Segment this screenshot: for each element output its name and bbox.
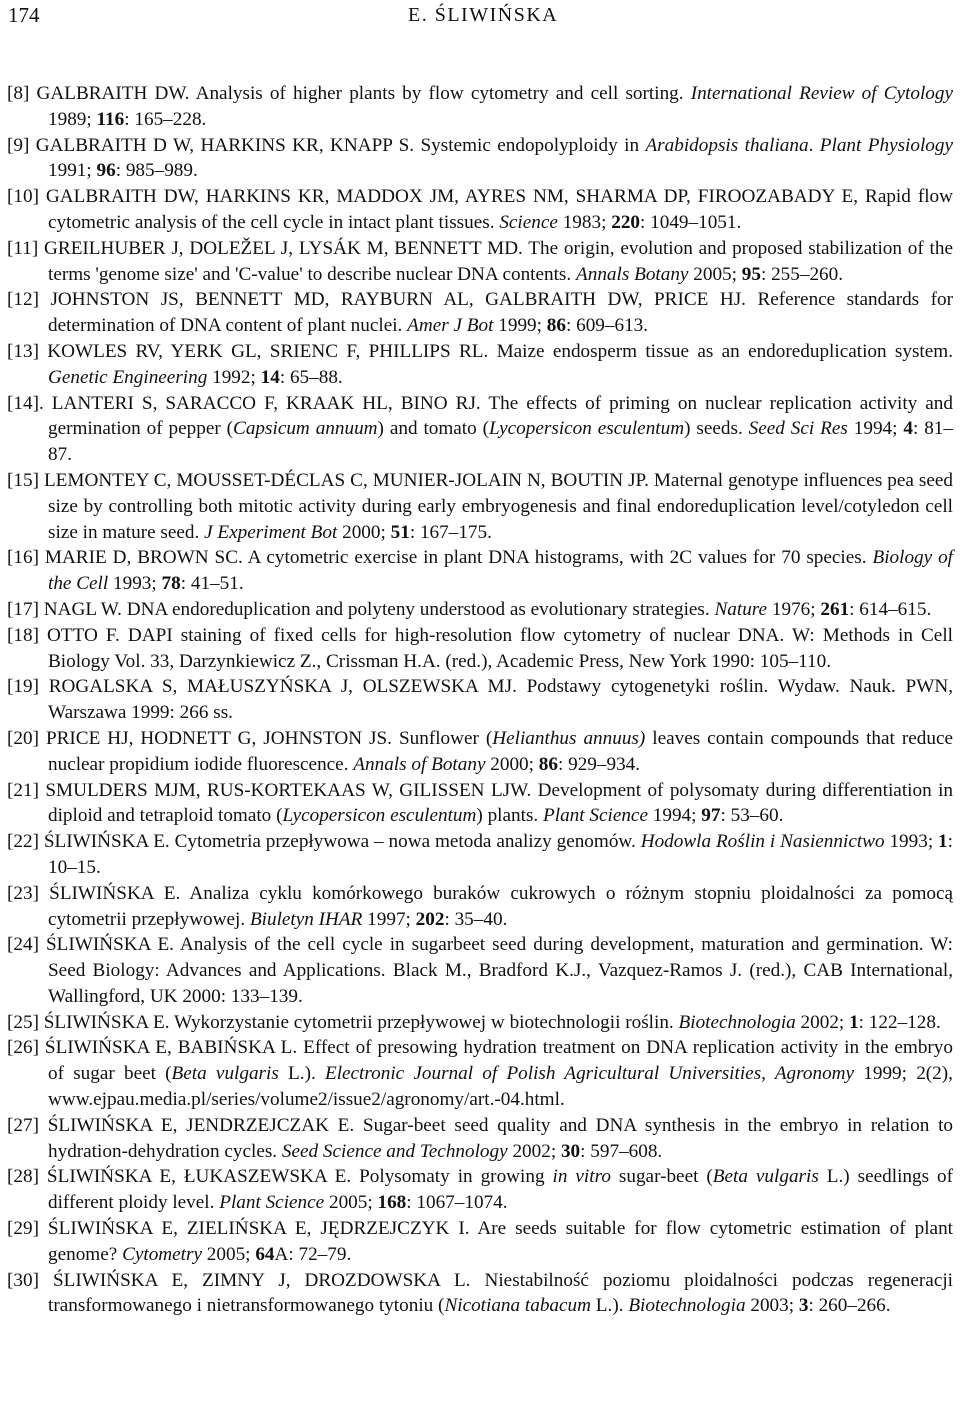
- reference-text: [12] JOHNSTON JS, BENNETT MD, RAYBURN AL, GALBRAITH DW, PRICE HJ. Reference standards for determination of DNA content of plant nuclei.: [7, 289, 953, 337]
- reference-item: [7, 932, 953, 1009]
- reference-text: : 53–60.: [720, 805, 784, 827]
- reference-text: [26] ŚLIWIŃSKA E, BABIŃSKA L. Effect of presowing hydration treatment on DNA replication activity in the embryo of sugar beet (: [7, 1037, 953, 1085]
- reference-text: ) plants.: [476, 805, 544, 827]
- reference-text: : 35–40.: [444, 908, 508, 930]
- reference-item: [7, 881, 953, 933]
- reference-text: : 985–989.: [115, 160, 198, 182]
- reference-text: 2003;: [745, 1295, 799, 1317]
- reference-italic-text: Electronic Journal of Polish Agricultural Universities, Agronomy: [324, 1063, 855, 1085]
- reference-volume: 64: [255, 1243, 275, 1265]
- reference-volume: 202: [415, 908, 445, 930]
- running-title: E. ŚLIWIŃSKA: [408, 4, 559, 26]
- reference-volume: 95: [741, 263, 761, 285]
- reference-text: 1994;: [647, 805, 702, 827]
- reference-text: L.) seedlings of different ploidy level.: [48, 1166, 954, 1214]
- reference-text: 1999; 2(2), www.ejpau.media.pl/series/volume2/issue2/agronomy/art.-04.html.: [48, 1063, 953, 1111]
- reference-text: 2000;: [485, 753, 539, 775]
- reference-text: sugar-beet (: [610, 1166, 713, 1188]
- reference-text: 1993;: [884, 831, 939, 853]
- reference-text: : 122–128.: [858, 1011, 941, 1033]
- reference-italic-text: International Review of Cytology: [690, 83, 953, 104]
- reference-italic-text: in vitro: [552, 1166, 611, 1188]
- reference-text: : 81–87.: [48, 418, 953, 466]
- reference-text: : 165–228.: [124, 108, 207, 130]
- reference-text: [23] ŚLIWIŃSKA E. Analiza cyklu komórkowego buraków cukrowych o różnym stopniu ploidalności za pomocą cytometrii przepływowej.: [7, 882, 953, 930]
- reference-volume: 168: [377, 1192, 407, 1214]
- reference-item: [7, 184, 953, 236]
- reference-text: L.).: [278, 1063, 325, 1085]
- reference-text: [17] NAGL W. DNA endoreduplication and polyteny understood as evolutionary strategies.: [7, 598, 715, 620]
- reference-text: 1994;: [847, 418, 904, 440]
- reference-text: 1983;: [557, 211, 612, 233]
- reference-text: [29] ŚLIWIŃSKA E, ZIELIŃSKA E, JĘDRZEJCZYK I. Are seeds suitable for flow cytometric estimation of plant genome?: [7, 1218, 953, 1265]
- reference-italic-text: J Experiment Bot: [204, 521, 338, 543]
- reference-volume: 96: [96, 160, 116, 182]
- reference-text: [27] ŚLIWIŃSKA E, JENDRZEJCZAK E. Sugar-beet seed quality and DNA synthesis in the embryo in relation to hydration-dehydration cycles.: [7, 1114, 953, 1162]
- reference-text: A: 72–79.: [274, 1243, 352, 1265]
- reference-item: [7, 674, 953, 726]
- reference-italic-text: Hodowla Roślin i Nasiennictwo: [640, 831, 885, 853]
- reference-text: : 65–88.: [279, 366, 343, 388]
- reference-text: [16] MARIE D, BROWN SC. A cytometric exercise in plant DNA histograms, with 2C values for 70 species.: [7, 547, 873, 569]
- reference-item: [7, 81, 953, 133]
- reference-volume: 1: [938, 831, 948, 853]
- reference-text: : 260–266.: [808, 1295, 891, 1317]
- reference-text: [20] PRICE HJ, HODNETT G, JOHNSTON JS. Sunflower (: [7, 727, 493, 749]
- reference-text: 1992;: [207, 366, 261, 388]
- reference-text: 2005;: [202, 1243, 256, 1265]
- reference-item: [7, 1216, 953, 1268]
- reference-italic-text: Arabidopsis thaliana: [645, 134, 809, 156]
- reference-text: ) seeds.: [684, 418, 749, 440]
- reference-item: [7, 1113, 953, 1165]
- reference-item: [7, 1268, 953, 1320]
- reference-volume: 116: [96, 108, 125, 130]
- reference-text: 2005;: [324, 1192, 378, 1214]
- reference-text: [30] ŚLIWIŃSKA E, ZIMNY J, DROZDOWSKA L. Niestabilność poziomu ploidalności podczas regeneracji transformowanego i nietransformowanego tytoniu (: [7, 1269, 953, 1317]
- reference-text: 2002;: [795, 1011, 850, 1033]
- reference-item: [7, 829, 953, 881]
- reference-italic-text: Beta vulgaris: [171, 1063, 279, 1085]
- reference-text: [14]. LANTERI S, SARACCO F, KRAAK HL, BINO RJ. The effects of priming on nuclear replication activity and germination of pepper (: [7, 392, 953, 440]
- reference-text: : 929–934.: [557, 753, 641, 775]
- reference-italic-text: Seed Sci Res: [748, 418, 848, 440]
- reference-text: [28] ŚLIWIŃSKA E, ŁUKASZEWSKA E. Polysomaty in growing: [7, 1166, 553, 1188]
- reference-italic-text: Genetic Engineering: [48, 366, 208, 388]
- reference-text: [24] ŚLIWIŃSKA E. Analysis of the cell cycle in sugarbeet seed during development, maturation and germination. W: Seed Biology: Advances and Applications. Black M., Bradford K.J., Vazquez-Ramos J. (red.), CAB International, Wallingford, UK 2000: 133–139.: [7, 934, 953, 1007]
- reference-text: : 1067–1074.: [406, 1192, 508, 1214]
- reference-text: 1999;: [493, 315, 547, 337]
- reference-volume: 4: [903, 418, 913, 440]
- reference-italic-text: Plant Science: [219, 1192, 325, 1214]
- reference-text: L.).: [591, 1295, 629, 1317]
- reference-item: [7, 287, 953, 339]
- reference-volume: 97: [701, 805, 721, 827]
- reference-text: 2000;: [337, 521, 391, 543]
- reference-italic-text: Nature: [714, 598, 768, 620]
- reference-item: [7, 391, 953, 468]
- reference-volume: 86: [538, 753, 558, 775]
- reference-italic-text: Science: [499, 211, 558, 233]
- reference-volume: 78: [161, 573, 181, 595]
- reference-italic-text: Seed Science and Technology: [281, 1140, 508, 1162]
- reference-text: ) and tomato (: [377, 418, 490, 440]
- reference-list: [7, 81, 953, 1319]
- reference-text: [8] GALBRAITH DW. Analysis of higher plants by flow cytometry and cell sorting.: [7, 83, 691, 104]
- page-number: 174: [8, 3, 40, 27]
- reference-italic-text: Beta vulgaris: [712, 1166, 819, 1188]
- reference-text: [21] SMULDERS MJM, RUS-KORTEKAAS W, GILISSEN LJW. Development of polysomaty during differentiation in diploid and tetraploid tomato (: [7, 779, 953, 827]
- reference-text: 2002;: [507, 1140, 561, 1162]
- reference-italic-text: Biotechnologia: [678, 1011, 796, 1033]
- reference-italic-text: Lycopersicon esculentum: [489, 418, 685, 440]
- reference-text: : 255–260.: [760, 263, 844, 285]
- reference-text: : 609–613.: [565, 315, 649, 337]
- reference-italic-text: Annals of Botany: [353, 753, 486, 775]
- reference-item: [7, 778, 953, 830]
- reference-volume: 51: [390, 521, 410, 543]
- reference-text: [18] OTTO F. DAPI staining of fixed cells for high-resolution flow cytometry of nuclear DNA. W: Methods in Cell Biology Vol. 33, Darzynkiewicz Z., Crissman H.A. (red.), Academic Press, New York 1990: 105–110.: [7, 624, 953, 672]
- reference-italic-text: Biotechnologia: [628, 1295, 746, 1317]
- reference-text: [15] LEMONTEY C, MOUSSET-DÉCLAS C, MUNIER-JOLAIN N, BOUTIN JP. Maternal genotype influences pea seed size by controlling both mitotic activity during early embryogenesis and final endoreduplication level/cotyledon cell size in mature seed.: [7, 469, 953, 543]
- reference-text: 1989;: [48, 108, 97, 130]
- reference-text: [13] KOWLES RV, YERK GL, SRIENC F, PHILLIPS RL. Maize endosperm tissue as an endoreduplication system.: [7, 340, 953, 362]
- reference-item: [7, 1010, 953, 1036]
- reference-italic-text: Plant Science: [543, 805, 648, 827]
- reference-item: [7, 236, 953, 288]
- reference-text: : 41–51.: [180, 573, 244, 595]
- reference-text: [22] ŚLIWIŃSKA E. Cytometria przepływowa – nowa metoda analizy genomów.: [7, 831, 641, 853]
- reference-text: 1997;: [362, 908, 416, 930]
- reference-italic-text: Capsicum annuum: [233, 418, 378, 440]
- reference-volume: 3: [798, 1295, 809, 1317]
- reference-italic-text: Plant Physiology: [819, 134, 954, 156]
- reference-volume: 261: [820, 598, 850, 620]
- reference-text: [9] GALBRAITH D W, HARKINS KR, KNAPP S. Systemic endopolyploidy in: [7, 134, 646, 156]
- reference-volume: 14: [260, 366, 280, 388]
- reference-item: [7, 726, 953, 778]
- reference-italic-text: Helianthus annuus): [492, 727, 646, 749]
- reference-italic-text: Biology of the Cell: [48, 547, 953, 595]
- reference-text: : 167–175.: [409, 521, 492, 543]
- reference-item: [7, 1035, 953, 1112]
- reference-text: : 1049–1051.: [640, 211, 742, 233]
- reference-italic-text: Lycopersicon esculentum: [282, 805, 477, 827]
- reference-text: 1993;: [108, 573, 162, 595]
- reference-text: : 597–608.: [580, 1140, 663, 1162]
- reference-text: [19] ROGALSKA S, MAŁUSZYŃSKA J, OLSZEWSKA MJ. Podstawy cytogenetyki roślin. Wydaw. Nauk. PWN, Warszawa 1999: 266 ss.: [7, 676, 953, 724]
- reference-text: 1991;: [48, 160, 97, 182]
- reference-text: 1976;: [767, 598, 821, 620]
- page-header: [0, 0, 960, 40]
- reference-text: : 10–15.: [48, 831, 953, 878]
- reference-volume: 30: [560, 1140, 581, 1162]
- reference-text: : 614–615.: [849, 598, 932, 620]
- reference-text: 2005;: [688, 263, 742, 285]
- reference-text: [25] ŚLIWIŃSKA E. Wykorzystanie cytometrii przepływowej w biotechnologii roślin.: [7, 1011, 679, 1033]
- reference-text: [10] GALBRAITH DW, HARKINS KR, MADDOX JM, AYRES NM, SHARMA DP, FIROOZABADY E, Rapid flow cytometric analysis of the cell cycle in intact plant tissues.: [7, 186, 953, 233]
- reference-item: [7, 339, 953, 391]
- reference-item: [7, 623, 953, 675]
- reference-item: [7, 597, 953, 623]
- reference-italic-text: Cytometry: [122, 1243, 202, 1265]
- reference-italic-text: Nicotiana tabacum: [444, 1295, 591, 1317]
- reference-text: .: [808, 134, 820, 156]
- reference-item: [7, 545, 953, 597]
- reference-text: leaves contain compounds that reduce nuclear propidium iodide fluorescence.: [48, 727, 953, 775]
- reference-volume: 220: [611, 211, 640, 233]
- reference-item: [7, 468, 953, 545]
- reference-volume: 1: [849, 1011, 859, 1033]
- reference-volume: 86: [546, 315, 566, 337]
- reference-text: [11] GREILHUBER J, DOLEŽEL J, LYSÁK M, BENNETT MD. The origin, evolution and proposed stabilization of the terms 'genome size' and 'C-value' to describe nuclear DNA contents.: [7, 237, 953, 285]
- reference-item: [7, 1164, 953, 1216]
- reference-item: [7, 133, 953, 185]
- reference-italic-text: Amer J Bot: [407, 315, 494, 337]
- reference-italic-text: Annals Botany: [576, 263, 689, 285]
- reference-italic-text: Biuletyn IHAR: [249, 908, 363, 930]
